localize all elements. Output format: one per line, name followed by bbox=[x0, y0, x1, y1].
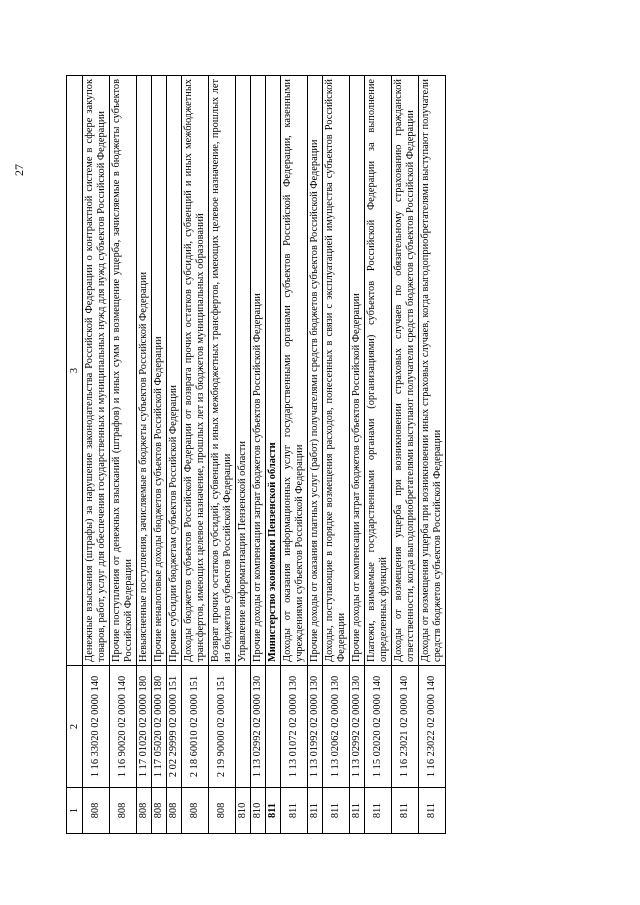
admin-code-cell: 808 bbox=[167, 788, 182, 834]
revenue-code-cell: 1 15 02020 02 0000 140 bbox=[365, 666, 392, 788]
revenue-code-cell: 1 13 02992 02 0000 130 bbox=[251, 666, 266, 788]
revenue-name-cell: Доходы от оказания информационных услуг государственными органами субъектов Российской Федерации, казенными учреждениями субъектов Российской Федерации bbox=[281, 76, 308, 666]
table-row bbox=[323, 76, 350, 834]
admin-code-cell: 811 bbox=[308, 788, 323, 834]
revenue-name-cell: Прочие доходы от оказания платных услуг (работ) получателями средств бюджетов субъектов Российской Федерации bbox=[308, 76, 323, 666]
table-row bbox=[251, 76, 266, 834]
table-row bbox=[137, 76, 152, 834]
table-row bbox=[365, 76, 392, 834]
admin-code-cell: 811 bbox=[281, 788, 308, 834]
revenue-name-cell: Управление информатизации Пензенской области bbox=[236, 76, 251, 666]
revenue-code-cell: 1 17 01020 02 0000 180 bbox=[137, 666, 152, 788]
admin-code-cell: 811 bbox=[350, 788, 365, 834]
admin-code-cell: 811 bbox=[323, 788, 350, 834]
admin-code-cell: 810 bbox=[251, 788, 266, 834]
table-row bbox=[83, 76, 110, 834]
admin-code-cell: 810 bbox=[236, 788, 251, 834]
table-row bbox=[350, 76, 365, 834]
table-row bbox=[182, 76, 209, 834]
revenue-name-cell: Прочие доходы от компенсации затрат бюджетов субъектов Российской Федерации bbox=[350, 76, 365, 666]
revenue-name-cell: Невыясненные поступления, зачисляемые в бюджеты субъектов Российской Федерации bbox=[137, 76, 152, 666]
admin-code-cell: 811 bbox=[392, 788, 419, 834]
admin-code-cell: 811 bbox=[365, 788, 392, 834]
revenue-name-cell: Доходы бюджетов субъектов Российской Федерации от возврата прочих остатков субсидий, субвенций и иных межбюджетных трансфертов, имеющих целевое назначение, прошлых лет из бюджетов муниципальных образований bbox=[182, 76, 209, 666]
table-row bbox=[308, 76, 323, 834]
revenue-name-cell: Прочие субсидии бюджетам субъектов Российской Федерации bbox=[167, 76, 182, 666]
revenue-code-cell: 2 02 29999 02 0000 151 bbox=[167, 666, 182, 788]
revenue-code-cell: 1 16 23021 02 0000 140 bbox=[392, 666, 419, 788]
revenue-name-cell: Доходы, поступающие в порядке возмещения расходов, понесенных в связи с эксплуатацией имущества субъектов Российской Федерации bbox=[323, 76, 350, 666]
rotated-table-container bbox=[66, 76, 591, 834]
table-row bbox=[110, 76, 137, 834]
admin-code-cell: 808 bbox=[137, 788, 152, 834]
admin-code-cell: 808 bbox=[83, 788, 110, 834]
revenue-name-cell: Доходы от возмещения ущерба при возникновении страховых случаев по обязательному страхованию гражданской ответственности, когда выгодоприобретателями выступают получатели средств бюджетов субъектов Российской Федерации bbox=[392, 76, 419, 666]
revenue-code-cell bbox=[266, 666, 281, 788]
revenue-code-cell: 1 13 01072 02 0000 130 bbox=[281, 666, 308, 788]
revenue-name-cell: Министерство экономики Пензенской области bbox=[266, 76, 281, 666]
table-row bbox=[167, 76, 182, 834]
page-number: 27 bbox=[11, 164, 26, 176]
admin-code-cell: 808 bbox=[152, 788, 167, 834]
revenue-code-cell: 1 13 02992 02 0000 130 bbox=[350, 666, 365, 788]
revenue-name-cell: Денежные взыскания (штрафы) за нарушение законодательства Российской Федерации о контрактной системе в сфере закупок товаров, работ, услуг для обеспечения государственных и муниципальных нужд для нужд субъектов Российской Федерации bbox=[83, 76, 110, 666]
revenue-code-cell: 2 18 60010 02 0000 151 bbox=[182, 666, 209, 788]
revenue-name-cell: Прочие поступления от денежных взысканий (штрафов) и иных сумм в возмещение ущерба, зачисляемые в бюджеты субъектов Российской Федерации bbox=[110, 76, 137, 666]
revenue-name-cell: Доходы от возмещения ущерба при возникновении иных страховых случаев, когда выгодоприобретателями выступают получатели средств бюджетов субъектов Российской Федерации bbox=[419, 76, 446, 666]
table-body bbox=[83, 76, 446, 834]
revenue-code-cell: 1 16 23022 02 0000 140 bbox=[419, 666, 446, 788]
admin-code-cell: 808 bbox=[110, 788, 137, 834]
table-row bbox=[236, 76, 251, 834]
revenue-code-cell: 1 17 05020 02 0000 180 bbox=[152, 666, 167, 788]
admin-code-cell: 811 bbox=[266, 788, 281, 834]
budget-revenue-table bbox=[66, 75, 446, 834]
column-header: 3 bbox=[67, 76, 83, 666]
admin-code-cell: 808 bbox=[209, 788, 236, 834]
revenue-name-cell: Прочие доходы от компенсации затрат бюджетов субъектов Российской Федерации bbox=[251, 76, 266, 666]
revenue-code-cell: 1 13 01992 02 0000 130 bbox=[308, 666, 323, 788]
revenue-name-cell: Платежи, взимаемые государственными органами (организациями) субъектов Российской Федерации за выполнение определенных функций bbox=[365, 76, 392, 666]
table-row bbox=[209, 76, 236, 834]
revenue-code-cell: 1 13 02062 02 0000 130 bbox=[323, 666, 350, 788]
revenue-code-cell: 1 16 90020 02 0000 140 bbox=[110, 666, 137, 788]
revenue-code-cell: 1 16 33020 02 0000 140 bbox=[83, 666, 110, 788]
table-row bbox=[266, 76, 281, 834]
revenue-name-cell: Прочие неналоговые доходы бюджетов субъектов Российской Федерации bbox=[152, 76, 167, 666]
admin-code-cell: 808 bbox=[182, 788, 209, 834]
revenue-code-cell: 2 19 90000 02 0000 151 bbox=[209, 666, 236, 788]
admin-code-cell: 811 bbox=[419, 788, 446, 834]
table-row bbox=[281, 76, 308, 834]
table-row bbox=[392, 76, 419, 834]
header-row bbox=[67, 76, 83, 834]
column-header: 2 bbox=[67, 666, 83, 788]
table-row bbox=[419, 76, 446, 834]
revenue-name-cell: Возврат прочих остатков субсидий, субвенций и иных межбюджетных трансфертов, имеющих целевое назначение, прошлых лет из бюджетов субъектов Российской Федерации bbox=[209, 76, 236, 666]
table-row bbox=[152, 76, 167, 834]
column-header: 1 bbox=[67, 788, 83, 834]
revenue-code-cell bbox=[236, 666, 251, 788]
